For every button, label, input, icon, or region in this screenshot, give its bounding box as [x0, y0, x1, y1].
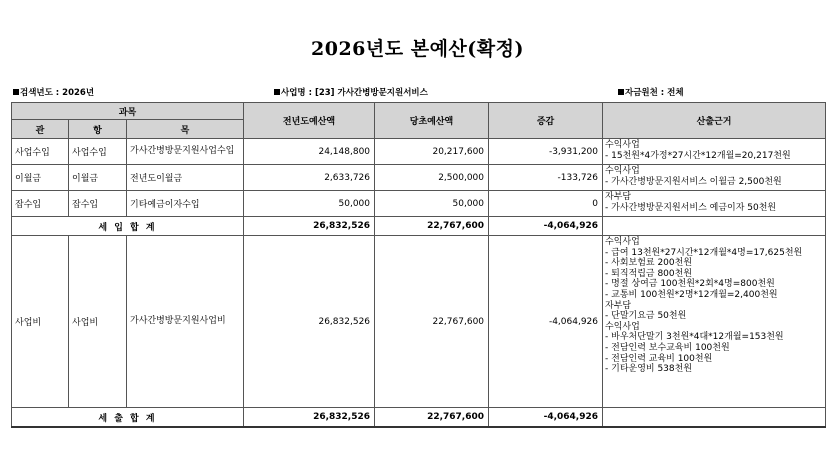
- page-title: 2026년도 본예산(확정): [311, 38, 524, 60]
- header-prev: 전년도예산액: [244, 103, 375, 139]
- cell-diff: 0: [489, 191, 603, 217]
- expense-total-diff: -4,064,926: [489, 408, 603, 428]
- header-diff: 증감: [489, 103, 603, 139]
- basis-line: 수익사업: [605, 140, 640, 150]
- cell-diff: -3,931,200: [489, 139, 603, 165]
- header-row-1: [12, 103, 826, 120]
- basis-line: 자부담: [605, 192, 632, 202]
- cell-gwan: 사업수입: [12, 139, 69, 165]
- expense-total-label: 세 출 합 계: [12, 408, 244, 428]
- cell-gwan: 사업비: [12, 236, 69, 408]
- square-bullet-icon: [13, 89, 19, 95]
- cell-mok: 기타예금이자수입: [127, 191, 244, 217]
- header-basis: 산출근거: [603, 103, 826, 139]
- expense-total-row: [12, 408, 826, 428]
- basis-line: - 15천원*4가정*27시간*12개월=20,217천원: [605, 150, 791, 161]
- cell-gwan: 잡수입: [12, 191, 69, 217]
- income-total-basis: [603, 217, 826, 236]
- square-bullet-icon: [274, 89, 280, 95]
- income-total-label: 세 입 합 계: [12, 217, 244, 236]
- expense-total-orig: 22,767,600: [375, 408, 489, 428]
- income-total-diff: -4,064,926: [489, 217, 603, 236]
- table-row: [12, 236, 826, 408]
- table-row: [12, 191, 826, 217]
- cell-prev: 2,633,726: [244, 165, 375, 191]
- basis-line: - 단말기요금 50천원: [605, 311, 687, 322]
- basis-line: - 전담인력 보수교육비 100천원: [605, 342, 730, 353]
- cell-mok: 가사간병방문지원사업수입: [127, 139, 244, 165]
- cell-prev: 26,832,526: [244, 236, 375, 408]
- cell-hang: 이월금: [69, 165, 127, 191]
- basis-line: - 사회보험료 200천원: [605, 258, 693, 269]
- basis-line: - 가사간병방문지원서비스 이월금 2,500천원: [605, 176, 782, 187]
- basis-line: - 가사간병방문지원서비스 예금이자 50천원: [605, 202, 777, 213]
- cell-diff: -4,064,926: [489, 236, 603, 408]
- basis-line: 수익사업: [605, 166, 640, 176]
- basis-line: 수익사업: [605, 237, 640, 247]
- header-gwan: 관: [12, 120, 69, 139]
- cell-hang: 사업수입: [69, 139, 127, 165]
- cell-diff: -133,726: [489, 165, 603, 191]
- header-orig: 당초예산액: [375, 103, 489, 139]
- basis-line: 수익사업: [605, 321, 640, 332]
- meta-project: [274, 86, 428, 98]
- budget-table: [11, 102, 826, 428]
- cell-prev: 50,000: [244, 191, 375, 217]
- cell-hang: 잡수입: [69, 191, 127, 217]
- income-total-prev: 26,832,526: [244, 217, 375, 236]
- header-mok: 목: [127, 120, 244, 139]
- expense-total-prev: 26,832,526: [244, 408, 375, 428]
- meta-year: [13, 86, 94, 98]
- cell-prev: 24,148,800: [244, 139, 375, 165]
- basis-line: 자부담: [605, 300, 632, 311]
- meta-project-text: 사업명 : [23] 가사간병방문지원서비스: [281, 88, 428, 98]
- cell-mok: 가사간병방문지원사업비: [127, 236, 244, 408]
- cell-basis: [603, 236, 826, 408]
- square-bullet-icon: [618, 89, 624, 95]
- cell-orig: 2,500,000: [375, 165, 489, 191]
- meta-year-text: 검색년도 : 2026년: [20, 88, 95, 98]
- cell-orig: 20,217,600: [375, 139, 489, 165]
- basis-line: - 교통비 100천원*2명*12개월=2,400천원: [605, 289, 778, 300]
- header-subject: 과목: [12, 103, 244, 120]
- header-hang: 항: [69, 120, 127, 139]
- meta-fund-text: 자금원천 : 전체: [625, 88, 684, 98]
- basis-line: - 바우처단말기 3천원*4대*12개월=153천원: [605, 332, 784, 343]
- table-row: [12, 165, 826, 191]
- income-total-row: [12, 217, 826, 236]
- cell-hang: 사업비: [69, 236, 127, 408]
- basis-line: - 기타운영비 538천원: [605, 364, 693, 375]
- cell-orig: 50,000: [375, 191, 489, 217]
- basis-line: - 전담인력 교육비 100천원: [605, 353, 713, 364]
- income-total-orig: 22,767,600: [375, 217, 489, 236]
- cell-basis: [603, 191, 826, 217]
- cell-basis: [603, 165, 826, 191]
- basis-line: - 명절 상여금 100천원*2회*4명=800천원: [605, 279, 775, 290]
- cell-gwan: 이월금: [12, 165, 69, 191]
- expense-total-basis: [603, 408, 826, 428]
- cell-mok: 전년도이월금: [127, 165, 244, 191]
- cell-orig: 22,767,600: [375, 236, 489, 408]
- table-row: [12, 139, 826, 165]
- meta-fund: [618, 86, 684, 98]
- basis-line: - 급여 13천원*27시간*12개월*4명=17,625천원: [605, 247, 803, 258]
- basis-line: - 퇴직적립금 800천원: [605, 268, 693, 279]
- cell-basis: [603, 139, 826, 165]
